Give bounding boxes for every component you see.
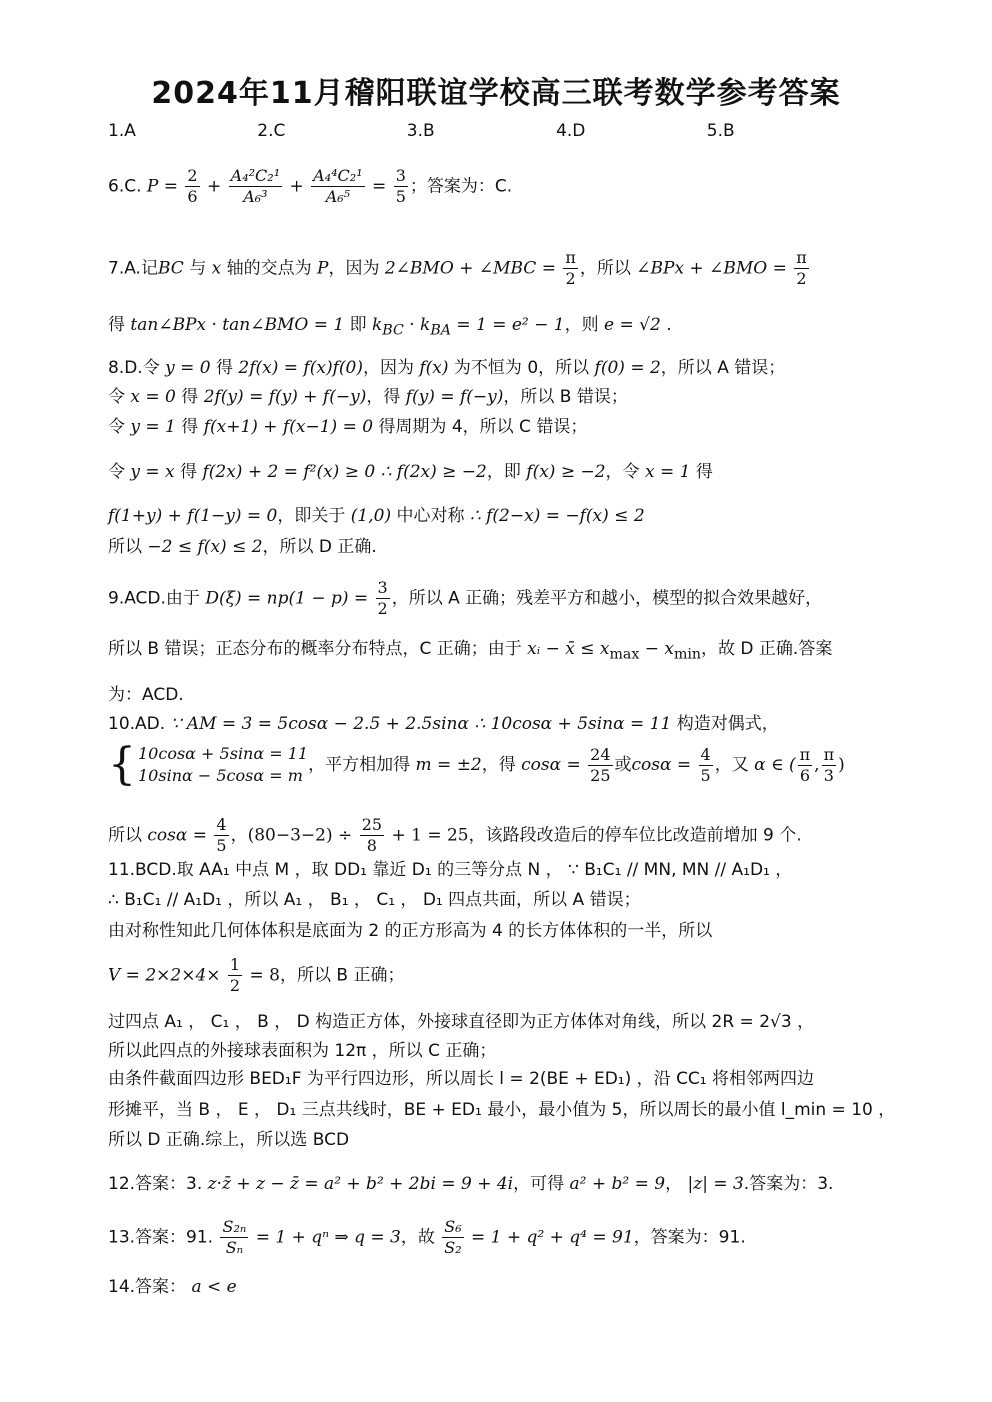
fraction: $\frac{4}{5}$ bbox=[216, 815, 227, 855]
answer-10-line-3: 所以 cosα = $\frac{4}{5}$ ，(80−3−2) ÷ $\frac{25}{8}$ + 1 = 25，该路段改造后的停车位比改造前增加 9 个. bbox=[108, 815, 802, 855]
answer-11-line-5: 过四点 A₁ ， C₁ ， B ， D 构造正方体，外接球直径即为正方体体对角线，所以 2R = 2√3 ， bbox=[108, 1012, 815, 1032]
answer-9-line-3: 为：ACD. bbox=[108, 685, 184, 705]
answer-10-line-1: 10.AD. ∵ AM = 3 = 5cosα − 2.5 + 2.5sinα ∴ 10cosα + 5sinα = 11 构造对偶式， bbox=[108, 714, 779, 734]
fraction: $\frac{25}{8}$ bbox=[361, 815, 383, 855]
answer-8-line-5: f(1+y) + f(1−y) = 0，即关于 (1,0) 中心对称 ∴ f(2−x) = −f(x) ≤ 2 bbox=[108, 506, 645, 526]
answers-1-5 bbox=[108, 120, 735, 142]
answer-13: 13.答案：91. $\frac{\text{S₂ₙ}}{\text{Sₙ}}$ = 1 + qⁿ ⇒ q = 3，故 $\frac{\text{S₆}}{\text{S₂}}$ = 1 + q² + q⁴ = 91，答案为：91. bbox=[108, 1217, 746, 1257]
answer-7-line-1: 7.A.记BC 与 x 轴的交点为 P，因为 2∠BMO + ∠MBC = $\frac{\pi}{2}$ ，所以 ∠BPx + ∠BMO = $\frac{\pi}{2}$ bbox=[108, 248, 807, 288]
answer-2: 2.C bbox=[257, 121, 286, 141]
fraction: $\frac{2}{6}$ bbox=[187, 166, 198, 206]
answer-14: 14.答案： a < e bbox=[108, 1277, 237, 1297]
fraction: $\frac{\pi}{2}$ bbox=[796, 248, 807, 288]
answer-8-line-6: 所以 −2 ≤ f(x) ≤ 2，所以 D 正确. bbox=[108, 537, 377, 557]
answer-8-line-2: 令 x = 0 得 2f(y) = f(y) + f(−y)，得 f(y) = f(−y)，所以 B 错误； bbox=[108, 387, 628, 407]
answer-11-line-8: 形摊平，当 B ， E ， D₁ 三点共线时，BE + ED₁ 最小，最小值为 5，所以周长的最小值 l_min = 10 ， bbox=[108, 1100, 896, 1120]
fraction: $\frac{\text{A₄²C₂¹}}{\text{A₆³}}$ bbox=[230, 166, 281, 206]
answer-7-line-2: 得 tan∠BPx · tan∠BMO = 1 即 $k_{BC} \cdot k_{BA} = 1 = e^2 - 1$，则 e = √2 . bbox=[108, 315, 672, 339]
answer-11-line-3: 由对称性知此几何体体积是底面为 2 的正方形高为 4 的长方体体积的一半，所以 bbox=[108, 921, 713, 941]
fraction: $\frac{\pi}{2}$ bbox=[565, 248, 576, 288]
answer-11-line-7: 由条件截面四边形 BED₁F 为平行四边形，所以周长 l = 2(BE + ED₁) ，沿 CC₁ 将相邻两四边 bbox=[108, 1069, 815, 1089]
answer-8-line-3: 令 y = 1 得 f(x+1) + f(x−1) = 0 得周期为 4，所以 C 错误； bbox=[108, 417, 588, 437]
answer-11-line-4: V = 2×2×4× $\frac{1}{2}$ = 8，所以 B 正确； bbox=[108, 955, 405, 995]
fraction: $\frac{24}{25}$ bbox=[590, 744, 611, 785]
answer-12: 12.答案：3. z·z̄ + z − z̄ = a² + b² + 2bi = 9 + 4i，可得 a² + b² = 9， |z| = 3.答案为：3. bbox=[108, 1174, 834, 1194]
fraction: $\frac{\text{S₂ₙ}}{\text{Sₙ}}$ bbox=[222, 1217, 247, 1257]
fraction: $\frac{3}{2}$ bbox=[377, 578, 388, 618]
answer-11-line-6: 所以此四点的外接球表面积为 12π ，所以 C 正确； bbox=[108, 1041, 497, 1061]
equation-system: { 10cosα + 5sinα = 11 10sinα − 5cosα = m bbox=[108, 739, 309, 790]
fraction: $\frac{\text{S₆}}{\text{S₂}}$ bbox=[444, 1217, 462, 1257]
answer-4: 4.D bbox=[556, 121, 586, 141]
fraction: $\frac{4}{5}$ bbox=[700, 744, 711, 785]
answer-10-line-2: { 10cosα + 5sinα = 11 10sinα − 5cosα = m ，平方相加得 m = ±2，得 cosα = $\frac{24}{25}$ 或cosα = $\frac{4}{5}$ ，又 α ∈ ( $\frac{\pi}{6}$ , $\frac{\pi}{3}$ ) bbox=[108, 739, 845, 790]
fraction: $\frac{\pi}{3}$ bbox=[823, 744, 835, 785]
answer-8-line-1: 8.D.令 y = 0 得 2f(x) = f(x)f(0)，因为 f(x) 为不恒为 0，所以 f(0) = 2，所以 A 错误； bbox=[108, 358, 786, 378]
answer-1: 1.A bbox=[108, 121, 136, 141]
answer-6: 6.C. P = $\frac{2}{6}$ + $\frac{\text{A₄²C₂¹}}{\text{A₆³}}$ + $\frac{\text{A₄⁴C₂¹}}{\text{A₆⁵}}$ = $\frac{3}{5}$ ；答案为：C. bbox=[108, 166, 513, 206]
answer-11-line-9: 所以 D 正确.综上，所以选 BCD bbox=[108, 1130, 350, 1150]
answer-11-line-1: 11.BCD.取 AA₁ 中点 M ，取 DD₁ 靠近 D₁ 的三等分点 N ， ∵ B₁C₁ // MN, MN // A₁D₁ ， bbox=[108, 860, 793, 880]
page-title: 2024年11月稽阳联谊学校高三联考数学参考答案 bbox=[151, 76, 841, 111]
answer-3: 3.B bbox=[406, 121, 435, 141]
answer-9-line-1: 9.ACD.由于 D(ξ) = np(1 − p) = $\frac{3}{2}$ ，所以 A 正确；残差平方和越小，模型的拟合效果越好， bbox=[108, 578, 823, 618]
answer-8-line-4: 令 y = x 得 f(2x) + 2 = f²(x) ≥ 0 ∴ f(2x) ≥ −2，即 f(x) ≥ −2，令 x = 1 得 bbox=[108, 462, 713, 482]
fraction: $\frac{3}{5}$ bbox=[395, 166, 406, 206]
answer-9-line-2: 所以 B 错误；正态分布的概率分布特点，C 正确；由于 xᵢ − x̄ ≤ $x_{max} - x_{min}$，故 D 正确.答案 bbox=[108, 639, 833, 663]
answer-11-line-2: ∴ B₁C₁ // A₁D₁ ，所以 A₁ ， B₁ ， C₁ ， D₁ 四点共面，所以 A 错误； bbox=[108, 890, 641, 910]
fraction: $\frac{\text{A₄⁴C₂¹}}{\text{A₆⁵}}$ bbox=[313, 166, 363, 206]
answer-5: 5.B bbox=[706, 121, 735, 141]
fraction: $\frac{\pi}{6}$ bbox=[799, 744, 811, 785]
fraction: $\frac{1}{2}$ bbox=[229, 955, 241, 995]
